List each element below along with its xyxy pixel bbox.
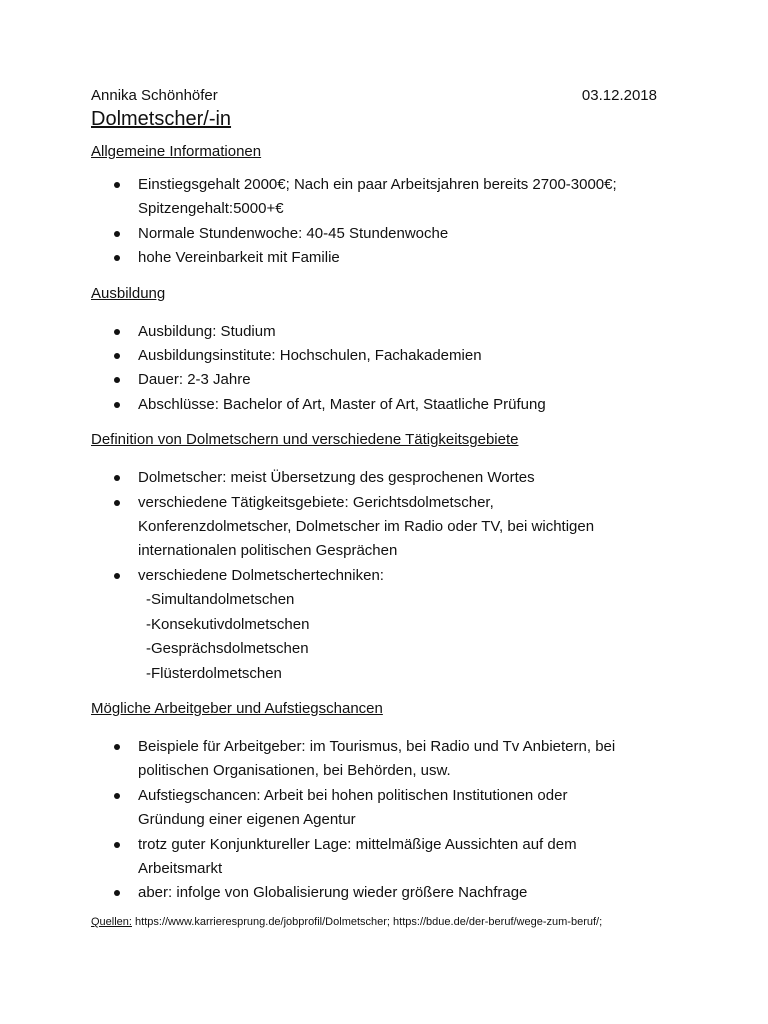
section-heading-definition: Definition von Dolmetschern und verschiedene Tätigkeitsgebiete — [91, 431, 519, 449]
list-item-text: Ausbildung: Studium — [138, 322, 276, 340]
list-item — [91, 491, 671, 564]
list-item — [91, 393, 671, 417]
list-item — [91, 735, 671, 784]
document-body — [91, 86, 671, 930]
list-item-text: Gründung einer eigenen Agentur — [138, 811, 356, 829]
bullet-icon — [114, 255, 120, 261]
general-list — [91, 173, 671, 271]
list-item-text: Einstiegsgehalt 2000€; Nach ein paar Arbeitsjahren bereits 2700-3000€; — [138, 176, 617, 193]
bullet-icon — [114, 573, 120, 579]
list-item-text: verschiedene Dolmetschertechniken: — [138, 566, 384, 584]
bullet-icon — [114, 475, 120, 481]
list-item — [91, 173, 671, 222]
bullet-icon — [114, 377, 120, 383]
technique-item: -Flüsterdolmetschen — [146, 664, 282, 682]
list-item — [91, 881, 671, 905]
list-item-text: aber: infolge von Globalisierung wieder größere Nachfrage — [138, 884, 528, 902]
bullet-icon — [114, 231, 120, 237]
technique-item: -Simultandolmetschen — [146, 591, 295, 609]
list-item-text: Spitzengehalt:5000+€ — [138, 200, 284, 218]
list-item-text: Dauer: 2-3 Jahre — [138, 371, 251, 389]
bullet-icon — [114, 329, 120, 335]
definition-list — [91, 466, 671, 686]
list-item-text: Arbeitsmarkt — [138, 859, 223, 877]
bullet-icon — [114, 842, 120, 848]
list-item — [91, 222, 671, 246]
list-item — [91, 833, 671, 882]
section-heading-training: Ausbildung — [91, 284, 166, 302]
list-item-text: Dolmetscher: meist Übersetzung des gesprochenen Wortes — [138, 469, 535, 487]
list-item-text: Normale Stundenwoche: 40-45 Stundenwoche — [138, 224, 449, 242]
list-item-text: politischen Organisationen, bei Behörden, usw. — [138, 762, 451, 780]
sources-line — [91, 914, 671, 930]
list-item-text: Aufstiegschancen: Arbeit bei hohen politischen Institutionen oder — [138, 786, 568, 804]
section-heading-general: Allgemeine Informationen — [91, 143, 262, 160]
list-item-text: Ausbildungsinstitute: Hochschulen, Fachakademien — [138, 347, 482, 365]
author-name: Annika Schönhöfer — [91, 87, 218, 104]
list-item — [91, 246, 671, 270]
list-item — [91, 564, 671, 686]
list-item-text: trotz guter Konjunktureller Lage: mittelmäßige Aussichten auf dem — [138, 835, 577, 853]
section-heading-employers: Mögliche Arbeitgeber und Aufstiegschancen — [91, 699, 383, 717]
list-item — [91, 466, 671, 490]
document-title: Dolmetscher/-in — [91, 108, 232, 130]
training-list — [91, 320, 671, 418]
sources-label: Quellen: — [91, 915, 132, 928]
sources-text: https://www.karrieresprung.de/jobprofil/Dolmetscher; https://bdue.de/der-beruf/wege-zum-beruf/; — [131, 915, 603, 928]
bullet-icon — [114, 353, 120, 359]
list-item-text: Konferenzdolmetscher, Dolmetscher im Radio oder TV, bei wichtigen — [138, 518, 595, 536]
technique-item: -Gesprächsdolmetschen — [146, 640, 309, 658]
list-item-text: verschiedene Tätigkeitsgebiete: Gerichtsdolmetscher, — [138, 493, 494, 511]
bullet-icon — [114, 890, 120, 896]
employers-list — [91, 735, 671, 906]
list-item — [91, 320, 671, 344]
list-item — [91, 784, 671, 833]
bullet-icon — [114, 500, 120, 506]
list-item-text: Abschlüsse: Bachelor of Art, Master of Art, Staatliche Prüfung — [138, 395, 546, 413]
bullet-icon — [114, 402, 120, 408]
list-item — [91, 368, 671, 392]
bullet-icon — [114, 182, 120, 188]
header-line — [91, 86, 657, 106]
list-item-text: internationalen politischen Gesprächen — [138, 542, 398, 560]
bullet-icon — [114, 744, 120, 750]
technique-item: -Konsekutivdolmetschen — [146, 615, 310, 633]
list-item-text: hohe Vereinbarkeit mit Familie — [138, 249, 340, 267]
document-date: 03.12.2018 — [581, 87, 657, 104]
bullet-icon — [114, 793, 120, 799]
list-item-text: Beispiele für Arbeitgeber: im Tourismus, bei Radio und Tv Anbietern, bei — [138, 737, 616, 755]
list-item — [91, 344, 671, 368]
